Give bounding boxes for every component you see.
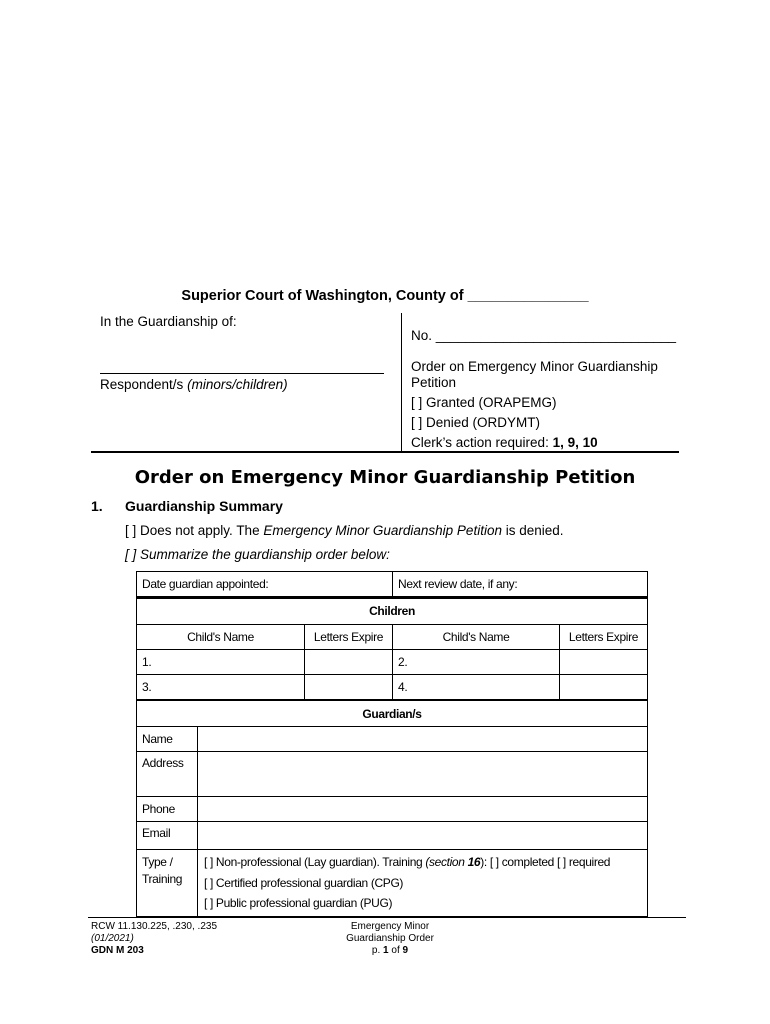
col-child-name-1: Child's Name [187, 630, 254, 644]
section-title: Guardianship Summary [125, 498, 283, 514]
phone-label: Phone [142, 802, 175, 816]
email-label: Email [142, 826, 171, 840]
phone-value-cell [197, 796, 648, 822]
col-child-name-2: Child's Name [442, 630, 510, 644]
child-3-name-cell [136, 674, 305, 700]
child-2-expire-cell [559, 649, 648, 675]
denied-option: [ ] Denied (ORDYMT) [411, 415, 541, 430]
address-value-cell [197, 751, 648, 797]
case-number: No. ________________________________ [411, 328, 677, 343]
respondent-label: Respondent/s (minors/children) [100, 377, 288, 392]
type-label-line1: Type / [142, 855, 173, 869]
date-appointed-label: Date guardian appointed: [142, 577, 269, 591]
in-guardianship-label: In the Guardianship of: [100, 314, 237, 329]
child-row-1-label: 1. [142, 655, 152, 669]
child-1-expire-cell [304, 649, 393, 675]
section-number: 1. [91, 498, 103, 514]
children-header: Children [369, 604, 415, 618]
footer-rcw: RCW 11.130.225, .230, .235 [91, 921, 218, 932]
court-title: Superior Court of Washington, County of _______________ [181, 288, 589, 304]
name-value-cell [197, 726, 648, 752]
granted-option: [ ] Granted (ORAPEMG) [411, 395, 557, 410]
footer-date: (01/2021) [91, 933, 134, 944]
type-label-line2: Training [142, 872, 183, 886]
footer-rule [88, 917, 686, 918]
type-option-pug: [ ] Public professional guardian (PUG) [204, 896, 393, 910]
email-value-cell [197, 821, 648, 850]
footer-page-number: p. 1 of 9 [371, 945, 409, 956]
name-label: Name [142, 732, 173, 746]
col-letters-expire-1: Letters Expire [313, 630, 384, 644]
order-title-line2: Petition [411, 375, 457, 390]
child-row-3-label: 3. [142, 680, 152, 694]
col-letters-expire-2: Letters Expire [568, 630, 639, 644]
address-label: Address [142, 756, 184, 770]
next-review-label: Next review date, if any: [398, 577, 518, 591]
document-title: Order on Emergency Minor Guardianship Petition [134, 467, 636, 488]
type-option-lay: [ ] Non-professional (Lay guardian). Training (section 16): [ ] completed [ ] required [204, 855, 611, 869]
child-4-name-cell [392, 674, 560, 700]
child-row-4-label: 4. [398, 680, 408, 694]
child-2-name-cell [392, 649, 560, 675]
child-row-2-label: 2. [398, 655, 408, 669]
order-title-line1: Order on Emergency Minor Guardianship [411, 359, 658, 374]
footer-form-id: GDN M 203 [91, 945, 144, 956]
option-does-not-apply: [ ] Does not apply. The Emergency Minor Guardianship Petition is denied. [125, 523, 564, 538]
option-summarize: [ ] Summarize the guardianship order below: [125, 547, 390, 562]
footer-center-line2: Guardianship Order [346, 933, 434, 944]
child-1-name-cell [136, 649, 305, 675]
clerk-action: Clerk’s action required: 1, 9, 10 [411, 435, 598, 450]
child-3-expire-cell [304, 674, 393, 700]
child-4-expire-cell [559, 674, 648, 700]
guardians-header: Guardian/s [362, 707, 422, 721]
footer-center [300, 921, 480, 957]
footer-left [91, 921, 217, 957]
type-option-cpg: [ ] Certified professional guardian (CPG) [204, 876, 404, 890]
footer-center-line1: Emergency Minor [350, 921, 430, 932]
